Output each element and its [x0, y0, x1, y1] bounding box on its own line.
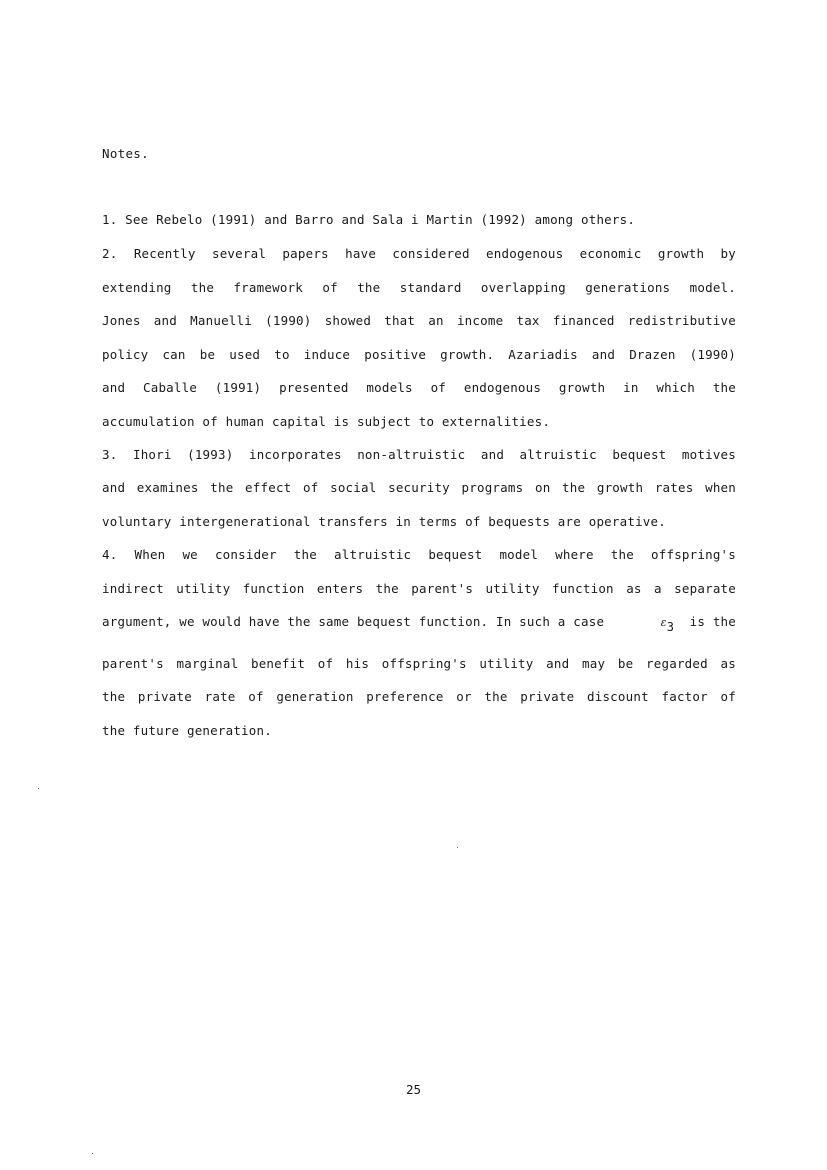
- note-line: extending the framework of the standard overlapping generations model.: [102, 280, 736, 295]
- note-line: 3. Ihori (1993) incorporates non-altruistic and altruistic bequest motives: [102, 447, 736, 462]
- note-line-with-symbol: [102, 614, 736, 634]
- notes-heading: Notes.: [102, 146, 149, 161]
- note-line-tail: is the: [689, 614, 736, 629]
- note-line: and examines the effect of social security programs on the growth rates when: [102, 480, 736, 495]
- note-line: voluntary intergenerational transfers in terms of bequests are operative.: [102, 514, 666, 529]
- epsilon-symbol: ε3 is the: [660, 614, 736, 634]
- note-line: parent's marginal benefit of his offspring's utility and may be regarded as: [102, 656, 736, 671]
- scan-speck: [92, 1153, 93, 1154]
- note-line: 1. See Rebelo (1991) and Barro and Sala i Martin (1992) among others.: [102, 212, 636, 227]
- page-number: 25: [405, 1082, 422, 1097]
- note-line-text: argument, we would have the same bequest function. In such a case: [102, 614, 605, 629]
- scan-speck: [457, 847, 458, 848]
- symbol-subscript: 3: [666, 620, 675, 634]
- note-line: Jones and Manuelli (1990) showed that an income tax financed redistributive: [102, 313, 736, 328]
- note-line: policy can be used to induce positive growth. Azariadis and Drazen (1990): [102, 347, 736, 362]
- note-line: the future generation.: [102, 723, 272, 738]
- note-line: indirect utility function enters the parent's utility function as a separate: [102, 581, 736, 596]
- note-line: 4. When we consider the altruistic bequest model where the offspring's: [102, 547, 736, 562]
- note-line: 2. Recently several papers have considered endogenous economic growth by: [102, 246, 736, 261]
- note-line: the private rate of generation preference or the private discount factor of: [102, 689, 736, 704]
- scan-speck: [38, 788, 39, 789]
- note-line: accumulation of human capital is subject to externalities.: [102, 414, 551, 429]
- note-line: and Caballe (1991) presented models of endogenous growth in which the: [102, 380, 736, 395]
